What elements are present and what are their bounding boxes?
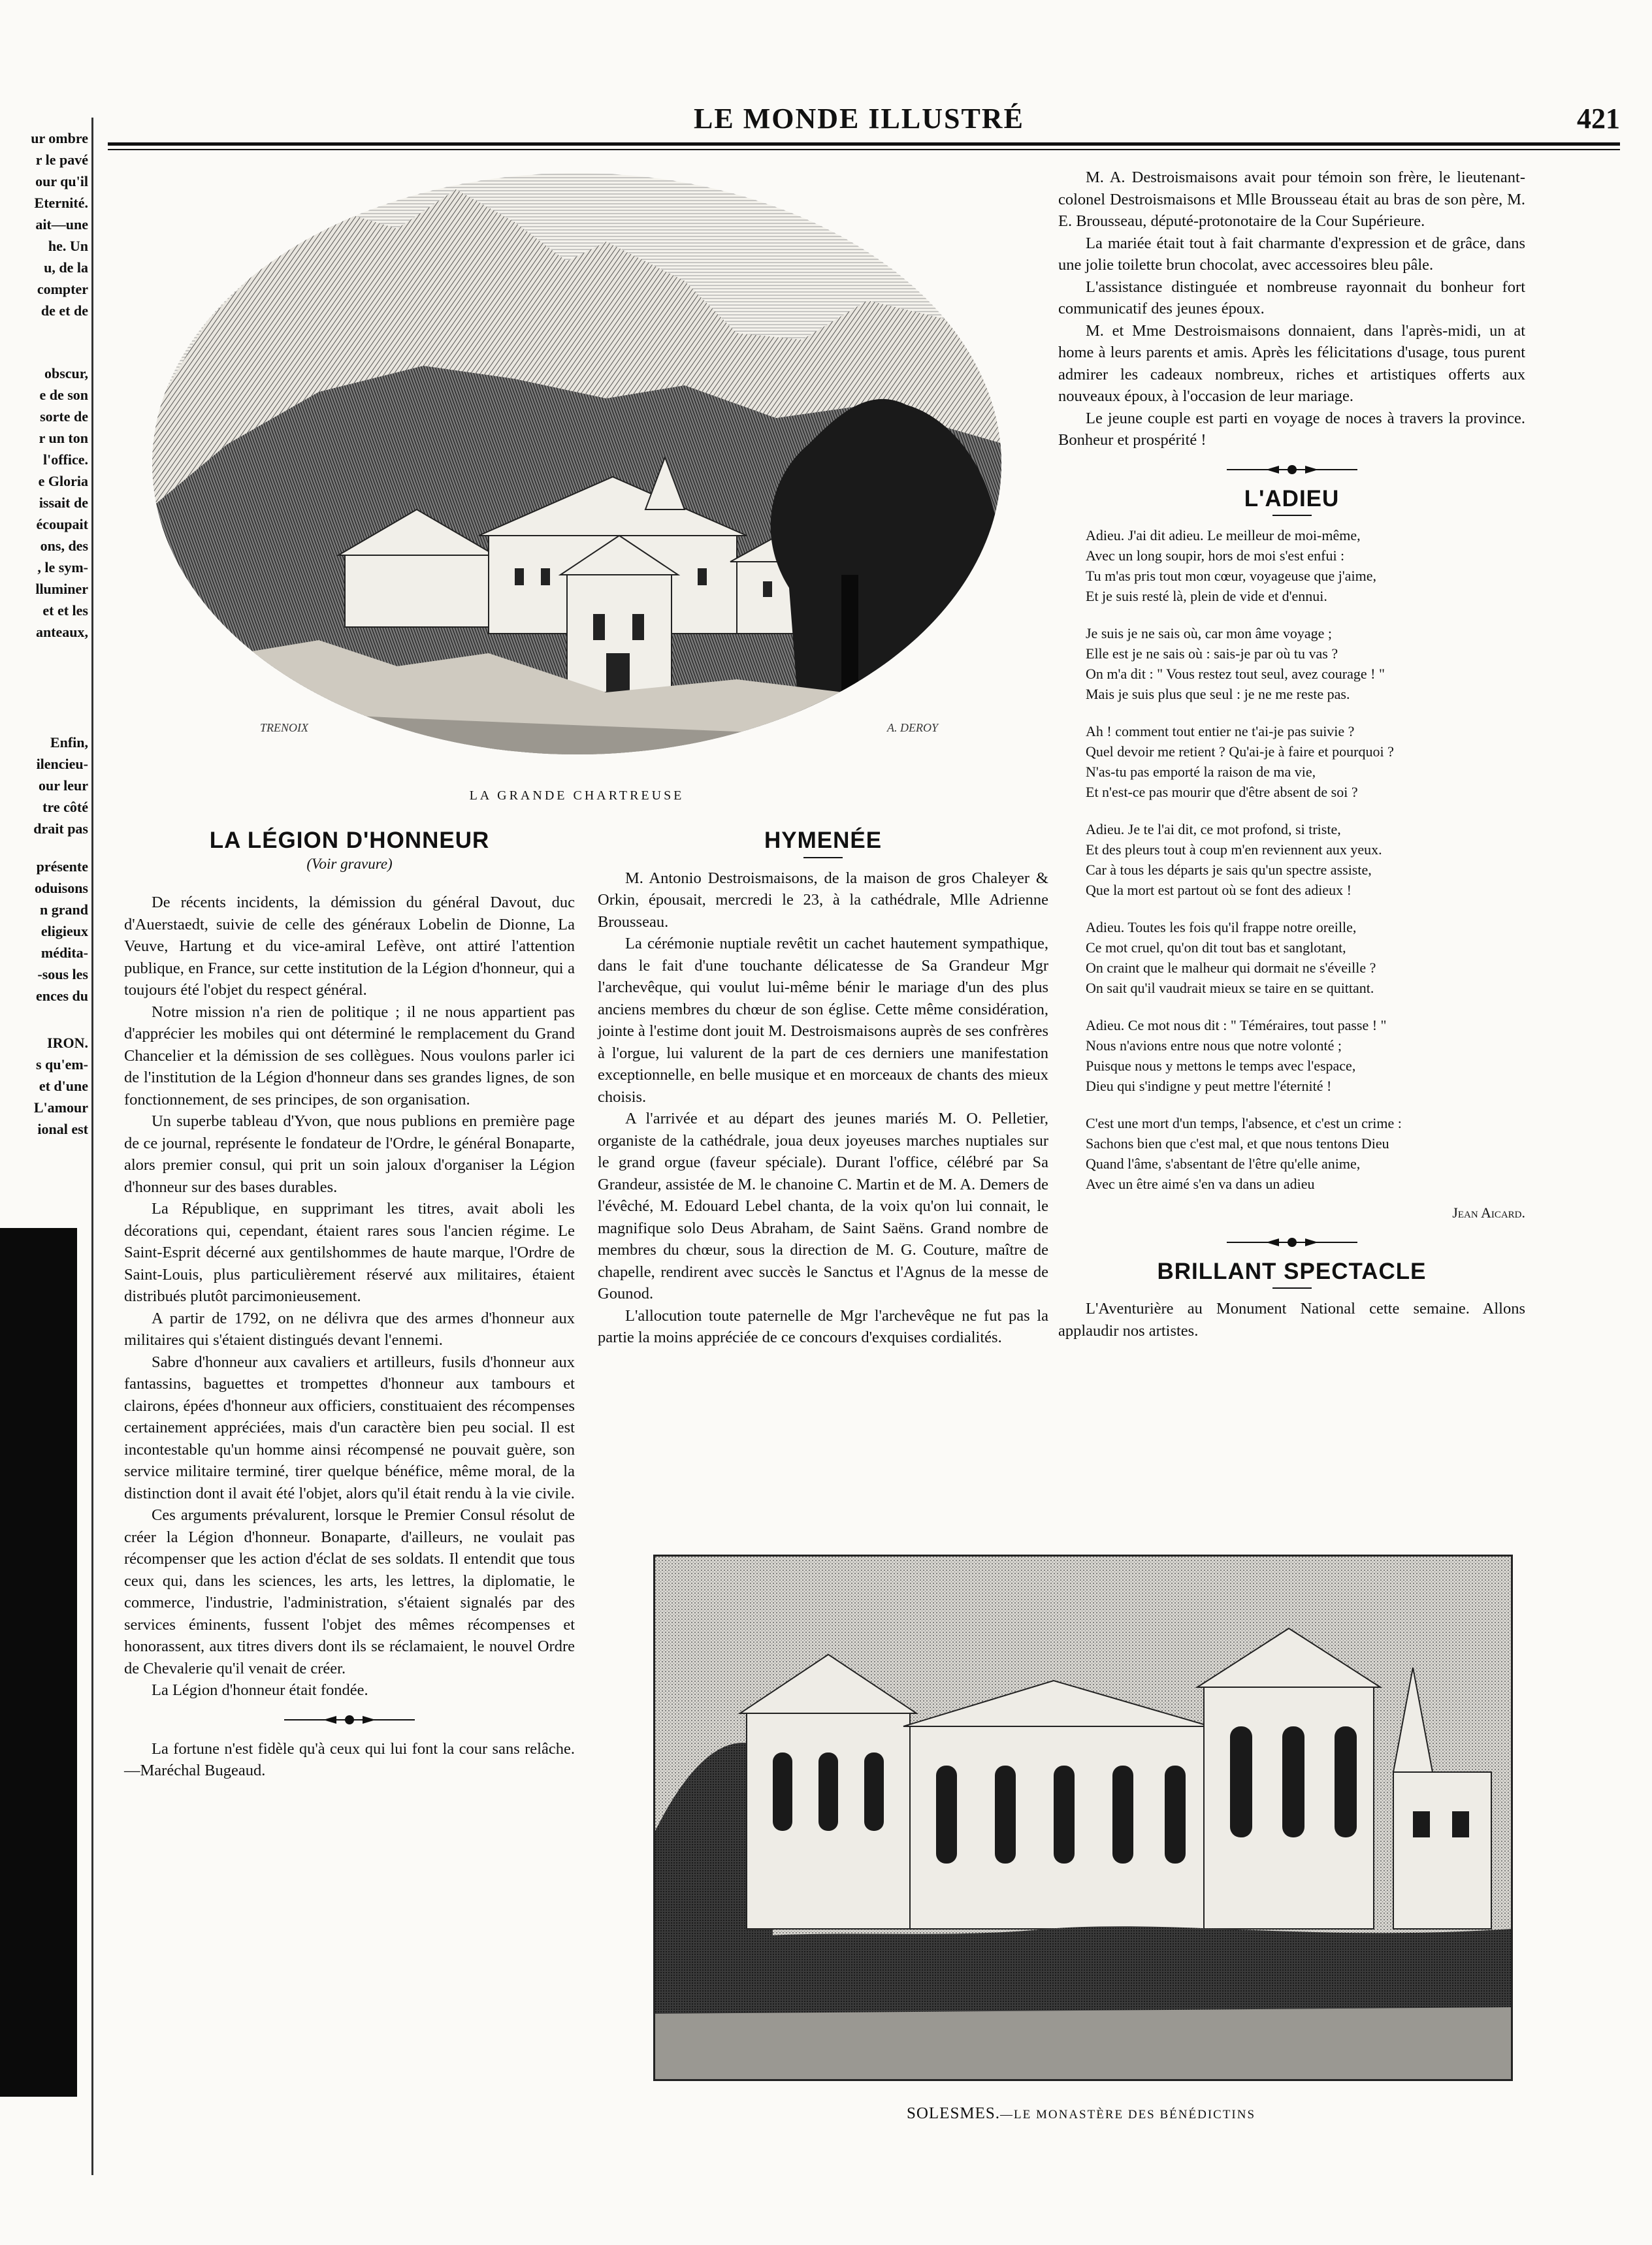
poem-stanza (1086, 623, 1525, 704)
edge-text-line: , le sym- (37, 559, 88, 575)
poem-title-adieu: L'ADIEU (1244, 485, 1340, 511)
adjacent-page-edge (0, 0, 98, 2245)
hymenee-paragraph: M. Antonio Destroismaisons, de la maison de gros Chaleyer & Orkin, épousait, mercredi le 23, à la cathédrale, Mlle Adrienne Brousseau. (598, 869, 1048, 931)
grande-chartreuse-illustration (149, 170, 1005, 758)
edge-text-line: et d'une (39, 1078, 88, 1094)
edge-text-line: u, de la (44, 259, 88, 276)
poem-stanza (1086, 917, 1525, 998)
poem-line: Quand l'âme, s'absentant de l'être qu'elle anime, (1086, 1155, 1361, 1172)
edge-text-line: eligieux (40, 923, 88, 939)
edge-text-line: tre côté (42, 799, 88, 815)
hymenee-continued: M. et Mme Destroismaisons donnaient, dans l'après-midi, un at home à leurs parents et amis. Après les félicitations d'usage, tous purent admirer les cadeaux nombreux, riches et artistiques offerts aux nouveaux époux, à l'occasion de leur mariage. (1058, 321, 1525, 405)
edge-text-line: ait—une (35, 216, 88, 233)
edge-text-line: lluminer (35, 581, 88, 597)
engraver-signature-right: A. DEROY (887, 721, 938, 734)
edge-text-line: our qu'il (35, 173, 88, 189)
poem-line: Avec un être aimé s'en va dans un adieu (1086, 1176, 1315, 1192)
poem-line: On sait qu'il vaudrait mieux se taire en se quittant. (1086, 980, 1374, 996)
edge-text-line: Eternité. (34, 195, 88, 211)
solesmes-monastery-illustration (655, 1557, 1511, 2079)
edge-text-line: médita- (40, 945, 88, 961)
poem-line: Quel devoir me retient ? Qu'ai-je à faire et pourquoi ? (1086, 743, 1394, 760)
caption-solesmes-sub: —LE MONASTÈRE DES BÉNÉDICTINS (1000, 2108, 1256, 2122)
hymenee-continued: Le jeune couple est parti en voyage de noces à travers la province. Bonheur et prospérité ! (1058, 409, 1525, 449)
legion-paragraph: La Légion d'honneur était fondée. (152, 1681, 368, 1699)
title-rule (1272, 1287, 1312, 1289)
masthead (98, 98, 1620, 144)
legion-paragraph: Un superbe tableau d'Yvon, que nous publions en première page de ce journal, représente le fondateur de l'Ordre, le général Bonaparte, alors premier consul, qui prit un soin jaloux d'organiser la Légion d'honneur sur des bases durables. (124, 1112, 575, 1196)
poem-line: N'as-tu pas emporté la raison de ma vie, (1086, 764, 1316, 780)
legion-paragraph: De récents incidents, la démission du général Davout, duc d'Auerstaedt, suivie de celle des généraux Lobelin de Dionne, La Veuve, Hartung et du vice-amiral Lefève, ont attiré l'attention publique, en France, sur cette institution de la Légion d'honneur, qui a toujours été l'objet du respect général. (124, 894, 575, 999)
poem-line: Sachons bien que c'est mal, et que nous tentons Dieu (1086, 1135, 1389, 1152)
poem-line: Et des pleurs tout à coup m'en reviennent aux yeux. (1086, 841, 1382, 858)
poem-line: Tu m'as pris tout mon cœur, voyageuse que j'aime, (1086, 568, 1376, 584)
poem-line: Elle est je ne sais où : sais-je par où tu vas ? (1086, 645, 1338, 662)
edge-text-line: IRON. (47, 1035, 88, 1051)
legion-paragraph: A partir de 1792, on ne délivra que des armes d'honneur aux militaires qui s'étaient distingués devant l'ennemi. (124, 1309, 575, 1349)
photo-solesmes (653, 1555, 1513, 2081)
right-column (1058, 167, 1525, 1342)
edge-text-line: l'office. (42, 451, 88, 468)
caption-solesmes (653, 2105, 1509, 2123)
dark-margin (0, 1228, 77, 2097)
poem-line: Nous n'avions entre nous que notre volonté ; (1086, 1037, 1342, 1054)
title-rule (1272, 515, 1312, 516)
article-legion-honneur (124, 830, 575, 1782)
edge-text-line: ences du (35, 988, 88, 1004)
legion-paragraph: Sabre d'honneur aux cavaliers et artilleurs, fusils d'honneur aux fantassins, baguettes et trompettes d'honneur aux tambours et clairons, épées d'honneur aux officiers, constituaient des récompenses certainement appréciées, mais d'un caractère bien peu social. Il est incontestable qu'un homme ainsi récompensé ne pouvait guère, son service militaire terminé, tirer quelque bénéfice, même moral, de la distinction dont il avait été l'objet, alors qu'il était rendu à la vie civile. (124, 1353, 575, 1502)
engraver-signature-left: TRENOIX (260, 721, 308, 734)
page-gutter (91, 118, 93, 2175)
title-rule (803, 857, 843, 858)
hymenee-paragraph: L'allocution toute paternelle de Mgr l'archevêque ne fut pas la partie la moins appréciée de ce concours d'exquises cordialités. (598, 1306, 1048, 1346)
newspaper-title: LE MONDE ILLUSTRÉ (694, 103, 1024, 135)
bugeaud-quote: La fortune n'est fidèle qu'à ceux qui lui font la cour sans relâche.—Maréchal Bugeaud. (124, 1739, 575, 1779)
edge-text-line: obscur, (44, 365, 88, 381)
edge-text-line: de et de (40, 302, 88, 319)
edge-text-line: drait pas (33, 820, 88, 837)
edge-text-line: ilencieu- (36, 756, 88, 772)
edge-text-line: n grand (40, 901, 88, 918)
article-title-brillant-spectacle: BRILLANT SPECTACLE (1157, 1258, 1427, 1284)
hymenee-paragraph: A l'arrivée et au départ des jeunes mariés M. O. Pelletier, organiste de la cathédrale, joua deux joyeuses marches nuptiales sur le grand orgue (faveur spéciale). Durant l'office, célébré par Sa Grandeur, assistée de M. le chanoine C. Martin et de M. A. Demers de l'évêché, M. Edouard Lebel chanta, de la voix qu'on lui connait, le magnifique solo Deus Abraham, de Saint Saëns. Grand nombre de membres du chœur, sous la direction de M. G. Couture, maître de chapelle, rendirent avec succès le Sanctus et l'Agnus de la messe de Gounod. (598, 1110, 1048, 1302)
poem-line: Je suis je ne sais où, car mon âme voyage ; (1086, 625, 1332, 641)
hymenee-paragraph: La cérémonie nuptiale revêtit un cachet hautement sympathique, dans le fait d'une touchante délicatesse de Sa Grandeur Mgr l'archevêque, qui voulut lui-même bénir le mariage d'un des plus anciens membres du chœur de son église. Cette même considération, jointe à l'estime dont jouit M. Destroismaisons auprès de ses confrères à l'orgue, lui valurent de la part de ces derniers une manifestation exceptionnelle, en belle musique et en morceaux de chants des mieux choisis. (598, 935, 1048, 1106)
poem-line: Ah ! comment tout entier ne t'ai-je pas suivie ? (1086, 723, 1355, 739)
hymenee-continued: M. A. Destroismaisons avait pour témoin son frère, le lieutenant-colonel Destroismaisons et Mlle Brousseau était au bras de son père, M. E. Brousseau, député-protonotaire de la Cour Supérieure. (1058, 169, 1525, 230)
poem-line: On craint que le malheur qui dormait ne s'éveille ? (1086, 960, 1376, 976)
poem-line: Puisque nous y mettons le temps avec l'espace, (1086, 1058, 1356, 1074)
edge-text-line: e de son (39, 387, 88, 403)
edge-text-line: Enfin, (50, 734, 88, 751)
edge-text-line: L'amour (33, 1099, 88, 1116)
page-number: 421 (1577, 103, 1620, 135)
hymenee-continued: La mariée était tout à fait charmante d'expression et de grâce, dans une jolie toilette brun chocolat, avec accessoires bleu pâle. (1058, 234, 1525, 274)
article-hymenee (598, 830, 1048, 1349)
poem-line: Adieu. Toutes les fois qu'il frappe notre oreille, (1086, 919, 1357, 935)
edge-text-line: écoupait (36, 516, 88, 532)
poem-stanza (1086, 1015, 1525, 1096)
edge-text-line: anteaux, (35, 624, 88, 640)
poem-stanza (1086, 819, 1525, 900)
edge-text-line: issait de (39, 494, 88, 511)
brillant-spectacle-text: L'Aventurière au Monument National cette semaine. Allons applaudir nos artistes. (1058, 1300, 1525, 1340)
poem-line: Mais je suis plus que seul : je ne me reste pas. (1086, 686, 1350, 702)
legion-paragraph: La République, en supprimant les titres, avait aboli les décorations qui, cependant, étaient rares sous l'ancien régime. Le Saint-Esprit décerné aux gentilshommes de haute marque, l'Ordre de Saint-Louis, plus particulièrement réservé aux militaires, étaient distribués plutôt parcimonieusement. (124, 1200, 575, 1305)
edge-text-line: sorte de (40, 408, 88, 425)
edge-text-line: r le pavé (35, 152, 88, 168)
poem-line: Avec un long soupir, hors de moi s'est enfui : (1086, 547, 1345, 564)
edge-text-line: compter (37, 281, 88, 297)
edge-text-line: ional est (37, 1121, 88, 1137)
poem-line: Dieu qui s'indigne y peut mettre l'éternité ! (1086, 1078, 1332, 1094)
masthead-rule (108, 142, 1620, 146)
poem-adieu (1058, 525, 1525, 1194)
edge-text-line: our leur (39, 777, 88, 794)
edge-text-line: s qu'em- (35, 1056, 88, 1073)
ornament-divider-icon (1227, 463, 1357, 476)
edge-text-line: et et les (42, 602, 88, 619)
engraving-grande-chartreuse (149, 170, 1005, 758)
edge-text-line: ur ombre (31, 130, 88, 146)
caption-solesmes-main: SOLESMES. (906, 2105, 1001, 2122)
hymenee-continued: L'assistance distinguée et nombreuse rayonnait du bonheur fort communicatif des jeunes époux. (1058, 278, 1525, 317)
poem-stanza (1086, 1113, 1525, 1194)
poem-line: Que la mort est partout où se font des adieux ! (1086, 882, 1352, 898)
article-title-hymenee: HYMENÉE (764, 828, 883, 853)
edge-text-line: r un ton (39, 430, 88, 446)
poem-line: Adieu. Ce mot nous dit : " Téméraires, tout passe ! " (1086, 1017, 1387, 1033)
article-subtitle-legion: (Voir gravure) (306, 855, 393, 872)
poem-line: Ce mot cruel, qu'on dit tout bas et sanglotant, (1086, 939, 1346, 956)
poem-line: On m'a dit : " Vous restez tout seul, avez courage ! " (1086, 666, 1385, 682)
poem-line: Car à tous les départs je sais qu'un spectre assiste, (1086, 862, 1372, 878)
edge-text-line: he. Un (48, 238, 88, 254)
poem-line: Et n'est-ce pas mourir que d'être absent de soi ? (1086, 784, 1358, 800)
poem-stanza (1086, 721, 1525, 802)
ornament-divider-icon (1227, 1236, 1357, 1249)
edge-text-line: -sous les (37, 966, 88, 982)
poem-line: Et je suis resté là, plein de vide et d'ennui. (1086, 588, 1327, 604)
caption-grande-chartreuse: LA GRANDE CHARTREUSE (469, 788, 685, 803)
legion-paragraph: Notre mission n'a rien de politique ; il ne nous appartient pas d'apprécier les mobiles qui ont déterminé le remplacement du Grand Chancelier et la démission de ses collègues. Nous voulons parler ici de l'institution de la Légion d'honneur dans ses grandes lignes, de son fonctionnement, de ses principes, de son organisation. (124, 1003, 575, 1108)
poem-author: Jean Aicard. (1452, 1204, 1525, 1221)
edge-text-line: présente (36, 858, 88, 875)
article-title-legion: LA LÉGION D'HONNEUR (209, 828, 490, 853)
legion-paragraph: Ces arguments prévalurent, lorsque le Premier Consul résolut de créer la Légion d'honneur. Bonaparte, d'ailleurs, ne voulait pas récompenser que les action d'éclat de ses soldats. Il entendit que tous ceux qui, dans les sciences, les arts, les lettres, la diplomatie, le commerce, l'industrie, l'administration, s'étaient signalés par des services éminents, fussent l'objet des mêmes récompenses et honorassent, aux titres divers dont ils se réclamaient, le nouvel Ordre de Chevalerie qu'il venait de créer. (124, 1506, 575, 1677)
edge-text-line: oduisons (35, 880, 88, 896)
poem-stanza (1086, 525, 1525, 606)
poem-line: Adieu. J'ai dit adieu. Le meilleur de moi-même, (1086, 527, 1361, 543)
edge-text-line: ons, des (40, 538, 88, 554)
poem-line: Adieu. Je te l'ai dit, ce mot profond, si triste, (1086, 821, 1341, 837)
edge-text-line: e Gloria (38, 473, 88, 489)
poem-line: C'est une mort d'un temps, l'absence, et c'est un crime : (1086, 1115, 1402, 1131)
masthead-rule-thin (108, 149, 1620, 150)
ornament-divider-icon (284, 1713, 415, 1726)
